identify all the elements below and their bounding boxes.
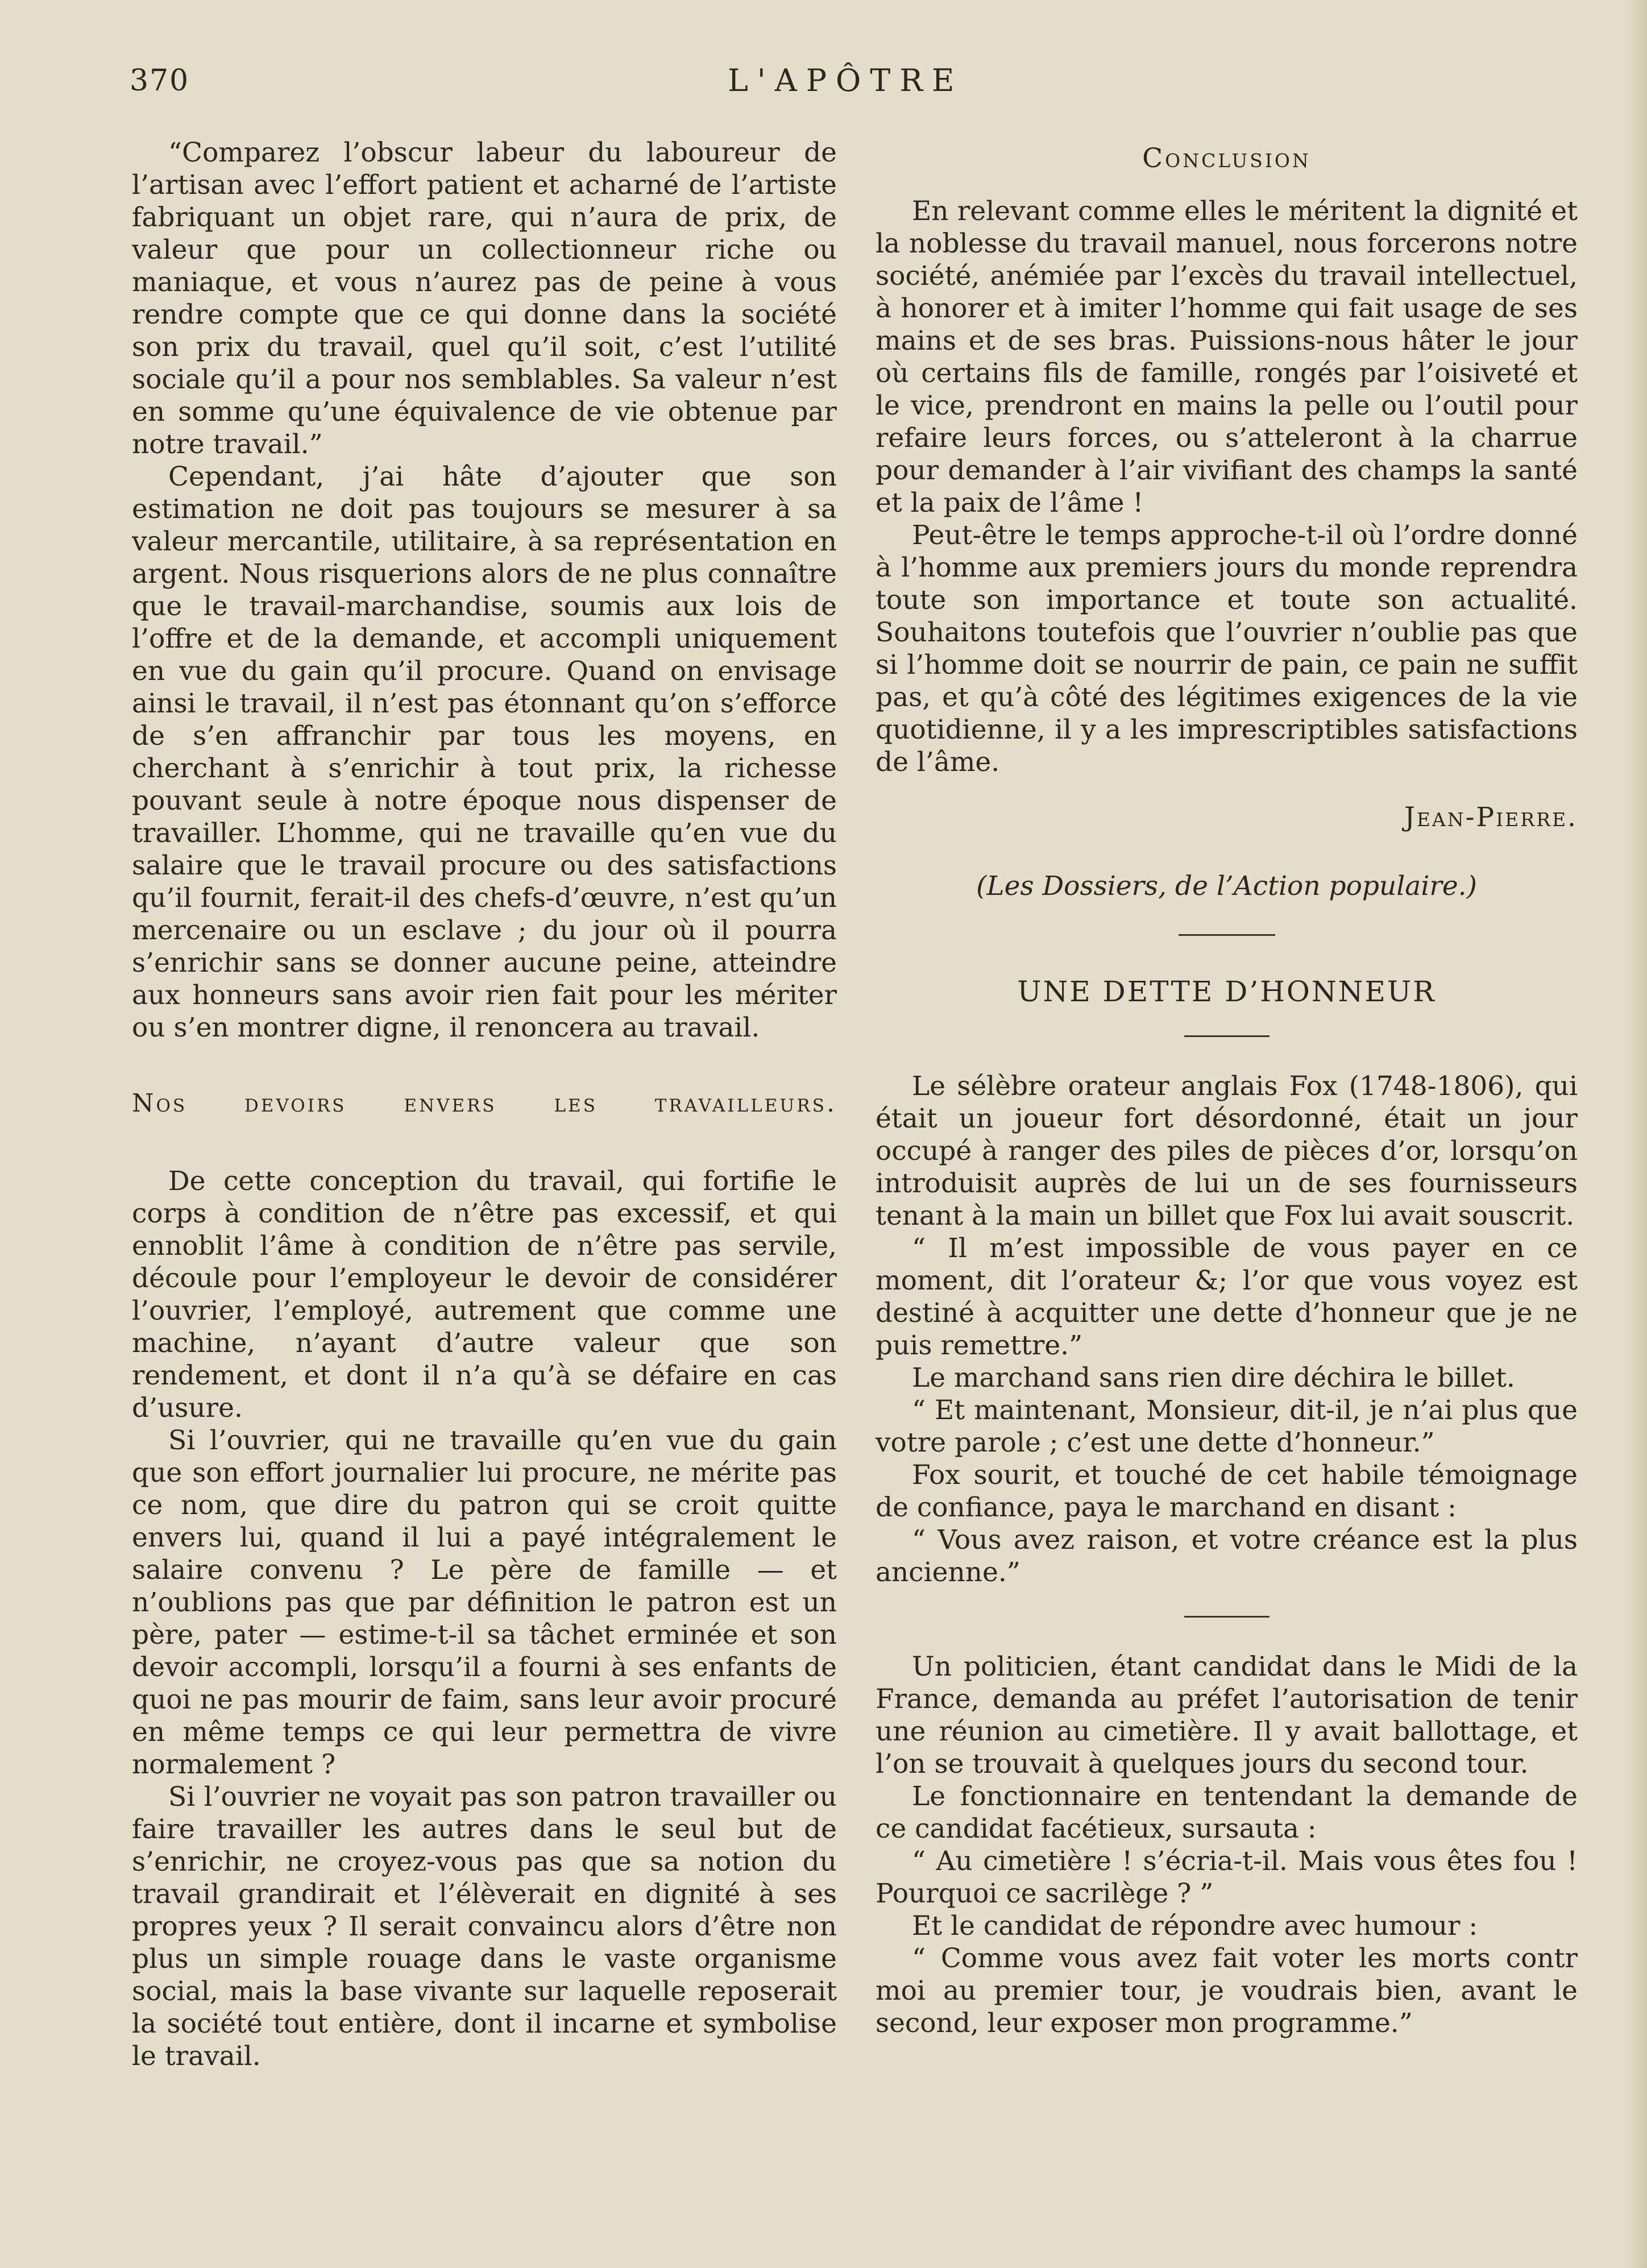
- paragraph: Le marchand sans rien dire déchira le billet.: [912, 1362, 1515, 1394]
- article-title: UNE DETTE D’HONNEUR: [1017, 975, 1436, 1008]
- paragraph: “ Et maintenant, Monsieur, dit-il, je n’ai plus que votre parole ; c’est une dette d’honneur.”: [876, 1395, 1578, 1458]
- paragraph: Peut-être le temps approche-t-il où l’ordre donné à l’homme aux premiers jours du monde reprendra toute son importance et toute son actualité. Souhaitons toutefois que l’ouvrier n’oublie pas que si l’homme doit se nourrir de pain, ce pain ne suffit pas, et qu’à côté des légitimes exigences de la vie quotidienne, il y a les imprescriptibles satisfactions de l’âme.: [876, 520, 1578, 778]
- paragraph: Si l’ouvrier, qui ne travaille qu’en vue du gain que son effort journalier lui procure, ne mérite pas ce nom, que dire du patron qui se croit quitte envers lui, quand il lui a payé intégralement le salaire convenu ? Le père de famille — et n’oublions pas que par définition le patron est un père, pater — estime-t-il sa tâchet erminée et son devoir accompli, lorsqu’il a fourni à ses enfants de quoi ne pas mourir de faim, sans leur avoir procuré en même temps ce qui leur permettra de vivre normalement ?: [132, 1425, 837, 1780]
- section-heading: Nos devoirs envers les travailleurs.: [132, 1089, 837, 1118]
- paragraph: “Comparez l’obscur labeur du laboureur de l’artisan avec l’effort patient et acharné de l’artiste fabriquant un objet rare, qui n’aura de prix, de valeur que pour un collectionneur riche ou maniaque, et vous n’aurez pas de peine à vous rendre compte que ce qui donne dans la société son prix du travail, quel qu’il soit, c’est l’utilité sociale qu’il a pour nos semblables. Sa valeur n’est en somme qu’une équivalence de vie obtenue par notre travail.”: [132, 137, 837, 460]
- page-number: 370: [130, 64, 190, 98]
- page-edge: [1624, 0, 1647, 2268]
- paragraph: Si l’ouvrier ne voyait pas son patron travailler ou faire travailler les autres dans le seul but de s’enrichir, ne croyez-vous pas que sa notion du travail grandirait et l’élèverait en dignité à ses propres yeux ? Il serait convaincu alors d’être non plus un simple rouage dans le vaste organisme social, mais la base vivante sur laquelle reposerait la société tout entière, dont il incarne et symbolise le travail.: [132, 1781, 837, 2072]
- paragraph: Le sélèbre orateur anglais Fox (1748-1806), qui était un joueur fort désordonné, était un jour occupé à ranger des piles de pièces d’or, lorsqu’on introduisit auprès de lui un de ses fournisseurs tenant à la main un billet que Fox lui avait souscrit.: [876, 1071, 1578, 1232]
- paragraph: “ Au cimetière ! s’écria-t-il. Mais vous êtes fou ! Pourquoi ce sacrilège ? ”: [876, 1846, 1578, 1909]
- right-column: [876, 136, 1578, 2039]
- paragraph: “ Comme vous avez fait voter les morts contr moi au premier tour, je voudrais bien, avant le second, leur exposer mon programme.”: [876, 1943, 1578, 2039]
- paragraph: “ Il m’est impossible de vous payer en ce moment, dit l’orateur &; l’or que vous voyez est destiné à acquitter une dette d’honneur que je ne puis remettre.”: [876, 1233, 1578, 1361]
- source-citation: (Les Dossiers, de l’Action populaire.): [976, 870, 1477, 902]
- paragraph: Un politicien, étant candidat dans le Midi de la France, demanda au préfet l’autorisation de tenir une réunion au cimetière. Il y avait ballottage, et l’on se trouvait à quelques jours du second tour.: [876, 1651, 1578, 1780]
- conclusion-heading: Conclusion: [1142, 143, 1311, 174]
- paragraph: Cependant, j’ai hâte d’ajouter que son estimation ne doit pas toujours se mesurer à sa valeur mercantile, utilitaire, à sa représentation en argent. Nous risquerions alors de ne plus connaître que le travail-marchandise, soumis aux lois de l’offre et de la demande, et accompli uniquement en vue du gain qu’il procure. Quand on envisage ainsi le travail, il n’est pas étonnant qu’on s’efforce de s’en affranchir par tous les moyens, en cherchant à s’enrichir à tout prix, la richesse pouvant seule à notre époque nous dispenser de travailler. L’homme, qui ne travaille qu’en vue du salaire que le travail procure ou des satisfactions qu’il fournit, ferait-il des chefs-d’œuvre, n’est qu’un mercenaire ou un esclave ; du jour où il pourra s’enrichir sans se donner aucune peine, atteindre aux honneurs sans avoir rien fait pour les mériter ou s’en montrer digne, il renoncera au travail.: [132, 461, 837, 1043]
- paragraph: Le fonctionnaire en tentendant la demande de ce candidat facétieux, sursauta :: [876, 1781, 1578, 1844]
- divider: [1179, 934, 1275, 936]
- paragraph: De cette conception du travail, qui fortifie le corps à condition de n’être pas excessif, et qui ennoblit l’âme à condition de n’être pas servile, découle pour l’employeur le devoir de considérer l’ouvrier, l’employé, autrement que comme une machine, n’ayant d’autre valeur que son rendement, et dont il n’a qu’à se défaire en cas d’usure.: [132, 1166, 837, 1424]
- divider: [1184, 1035, 1270, 1037]
- paragraph: Et le candidat de répondre avec humour :: [912, 1910, 1478, 1942]
- running-title: L'APÔTRE: [728, 63, 964, 98]
- left-column: [132, 136, 837, 2072]
- paragraph: En relevant comme elles le méritent la dignité et la noblesse du travail manuel, nous forcerons notre société, anémiée par l’excès du travail intellectuel, à honorer et à imiter l’homme qui fait usage de ses mains et de ses bras. Puissions-nous hâter le jour où certains fils de famille, rongés par l’oisiveté et le vice, prendront en mains la pelle ou l’outil pour refaire leurs forces, ou s’atteleront à la charrue pour demander à l’air vivifiant des champs la santé et la paix de l’âme !: [876, 196, 1578, 519]
- paragraph: “ Vous avez raison, et votre créance est la plus ancienne.”: [876, 1524, 1578, 1588]
- divider: [1184, 1616, 1270, 1618]
- signature: Jean-Pierre.: [1404, 802, 1578, 833]
- paragraph: Fox sourit, et touché de cet habile témoignage de confiance, paya le marchand en disant :: [876, 1460, 1578, 1523]
